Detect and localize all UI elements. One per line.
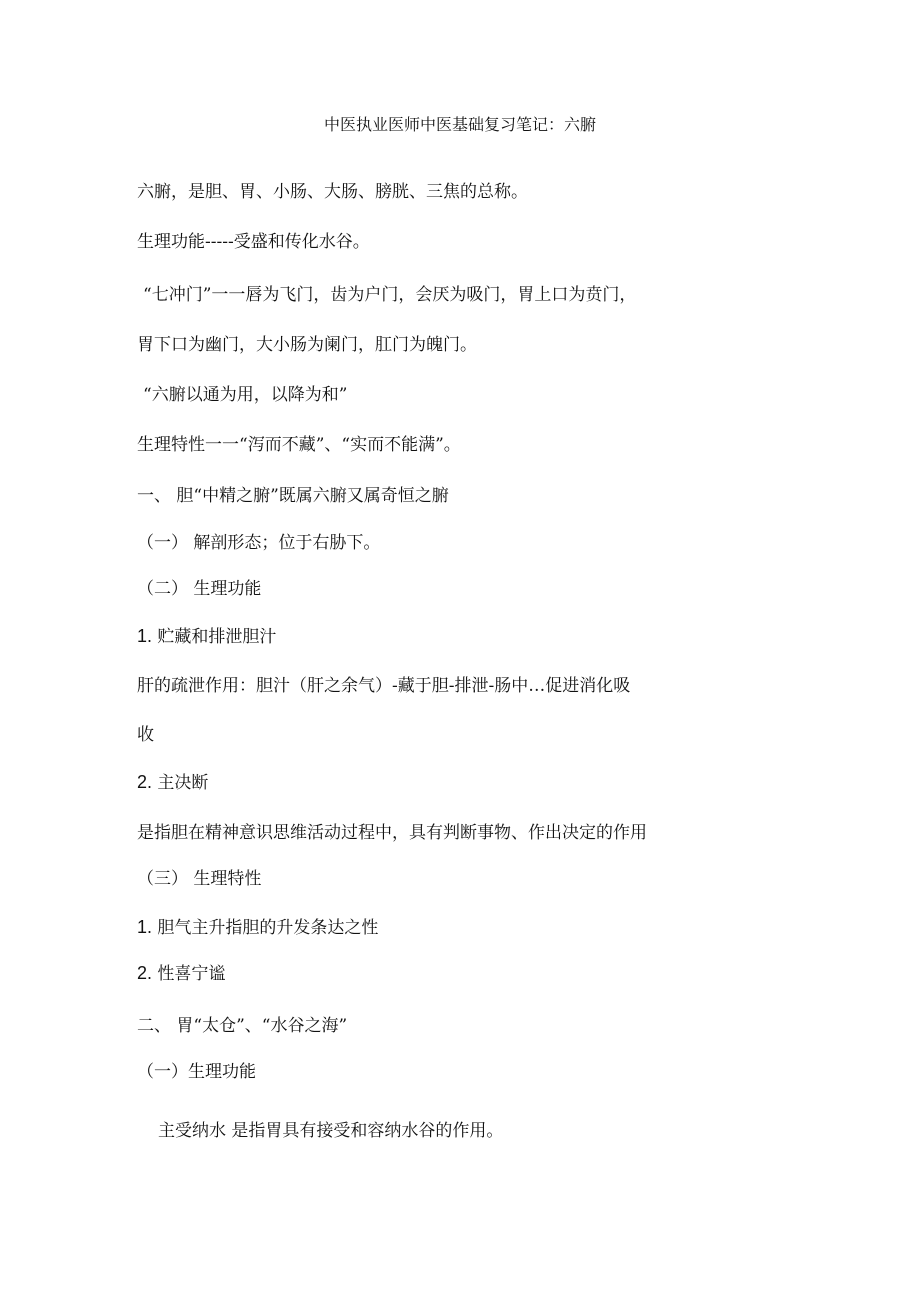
list-item-decision (137, 771, 208, 794)
paragraph-liver: 肝的疏泄作用：胆汁（肝之余气）-藏于胆-排泄-肠中…促进消化吸 (137, 676, 631, 696)
list-text: 贮藏和排泄胆汁 (157, 627, 277, 647)
list-number: 1. (137, 917, 153, 937)
subheading-anatomy: （一） 解剖形态；位于右胁下。 (137, 533, 381, 553)
paragraph-seven-gates: “七冲门”一一唇为飞门，齿为户门，会厌为吸门，胃上口为贲门， (143, 285, 637, 305)
list-item-rising (137, 916, 378, 939)
list-text: 主决断 (157, 773, 209, 793)
list-number: 2. (137, 772, 153, 792)
subheading-function: （二） 生理功能 (137, 579, 262, 599)
document-title: 中医执业医师中医基础复习笔记：六腑 (323, 115, 596, 134)
list-item-tranquil (137, 962, 225, 985)
paragraph-quote: “六腑以通为用，以降为和” (143, 385, 348, 405)
paragraph-receive: 主受纳水 是指胃具有接受和容纳水谷的作用。 (158, 1121, 504, 1141)
list-number: 1. (137, 626, 153, 646)
list-text: 性喜宁谧 (157, 964, 226, 984)
heading-stomach: 二、 胃“太仓”、“水谷之海” (137, 1016, 348, 1036)
paragraph-decision: 是指胆在精神意识思维活动过程中，具有判断事物、作出决定的作用 (137, 823, 647, 843)
paragraph-liver-cont: 收 (137, 725, 154, 745)
list-number: 2. (137, 963, 153, 983)
paragraph-definition: 六腑，是胆、胃、小肠、大肠、膀胱、三焦的总称。 (137, 182, 528, 202)
list-text: 胆气主升指胆的升发条达之性 (157, 918, 379, 938)
paragraph-function: 生理功能-----受盛和传化水谷。 (137, 232, 370, 252)
heading-gallbladder: 一、 胆“中精之腑”既属六腑又属奇恒之腑 (137, 486, 449, 506)
list-item-store-bile (137, 625, 276, 648)
subheading-stomach-function: （一）生理功能 (137, 1062, 256, 1082)
paragraph-seven-gates-cont: 胃下口为幽门，大小肠为阑门，肛门为魄门。 (137, 335, 477, 355)
subheading-characteristics: （三） 生理特性 (137, 869, 262, 889)
paragraph-characteristics: 生理特性一一“泻而不藏”、“实而不能满”。 (137, 435, 461, 455)
